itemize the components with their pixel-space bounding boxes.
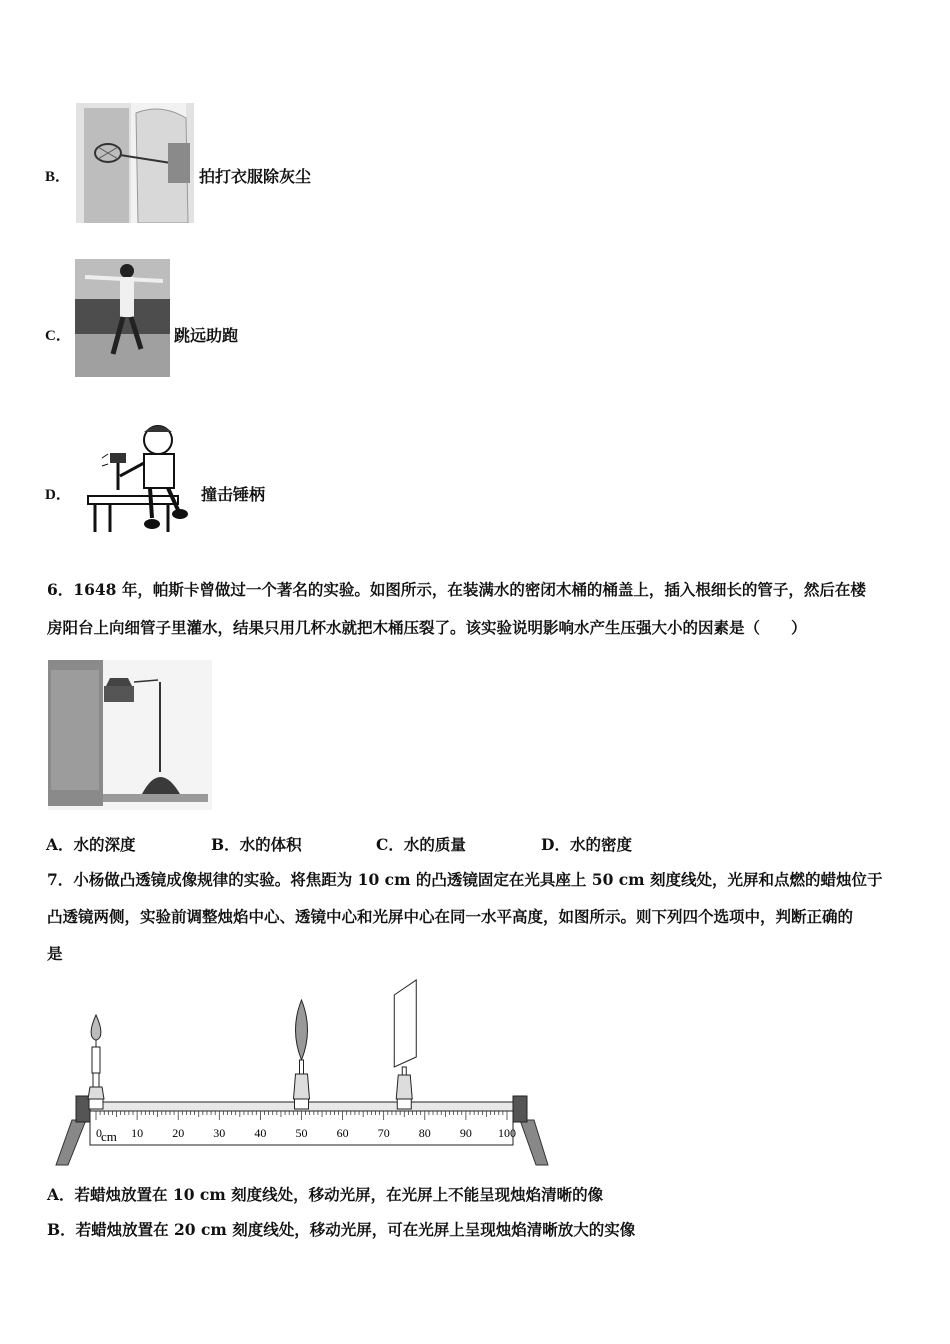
option-d-caption: 撞击锤柄 [201, 485, 266, 504]
right-leg [520, 1120, 548, 1165]
left-leg [56, 1120, 86, 1165]
q6-choice-b: B．水的体积 [211, 835, 302, 854]
q6-text-line1: 6．1648 年，帕斯卡曾做过一个著名的实验。如图所示，在装满水的密闭木桶的桶盖上，插入根细长的管子，然后在楼 [47, 580, 866, 599]
right-end-block [513, 1096, 527, 1122]
hammer-cartoon [80, 418, 200, 538]
light-screen [394, 980, 416, 1067]
q6-choice-d: D．水的密度 [541, 835, 632, 854]
ruler-tick-label: 10 [131, 1126, 144, 1140]
q7-text-line2: 凸透镜两侧，实验前调整烛焰中心、透镜中心和光屏中心在同一水平高度，如图所示。则下列四个选项中，判断正确的 [47, 907, 854, 926]
left-end-block [76, 1096, 90, 1122]
ruler-tick-label: 50 [295, 1126, 308, 1140]
dust-beating-photo [76, 103, 194, 223]
ruler-tick-label: 0 [96, 1126, 102, 1140]
option-b-caption: 拍打衣服除灰尘 [199, 167, 312, 186]
ruler-tick-label: 20 [172, 1126, 185, 1140]
q7-choice-a: A．若蜡烛放置在 10 cm 刻度线处，移动光屏，在光屏上不能呈现烛焰清晰的像 [47, 1185, 604, 1204]
option-b-letter: B． [45, 169, 71, 185]
q6-choice-c: C．水的质量 [376, 835, 466, 854]
option-c-caption: 跳远助跑 [174, 326, 239, 345]
ruler-tick-label: 70 [377, 1126, 390, 1140]
q6-choice-a: A．水的深度 [46, 835, 136, 854]
candle-assembly [88, 1015, 104, 1109]
lens-assembly [294, 1000, 310, 1109]
ruler-tick-label: 80 [418, 1126, 431, 1140]
screen-assembly [394, 980, 416, 1109]
ruler-tick-label: 40 [254, 1126, 267, 1140]
candle-body [92, 1047, 100, 1073]
option-d-letter: D． [45, 487, 71, 503]
ruler-tick-label: 90 [459, 1126, 472, 1140]
q7-text-line1: 7．小杨做凸透镜成像规律的实验。将焦距为 10 cm 的凸透镜固定在光具座上 50 cm 刻度线处，光屏和点燃的蜡烛位于 [47, 870, 883, 889]
pascal-barrel-photo [48, 660, 212, 810]
q7-choice-b: B．若蜡烛放置在 20 cm 刻度线处，移动光屏，可在光屏上呈现烛焰清晰放大的实像 [47, 1220, 636, 1239]
ruler-tick-label: 60 [336, 1126, 349, 1140]
long-jump-photo [75, 259, 170, 377]
q7-text-line3: 是 [47, 944, 63, 963]
optical-bench-diagram [50, 975, 560, 1170]
ruler-tick-label: 100 [498, 1126, 516, 1140]
convex-lens [296, 1000, 308, 1060]
option-c-letter: C． [45, 328, 71, 344]
q6-text-line2: 房阳台上向细管子里灌水，结果只用几杯水就把木桶压裂了。该实验说明影响水产生压强大小的因素是（ ） [47, 618, 807, 637]
unit-label: cm [101, 1129, 117, 1144]
ruler-tick-label: 30 [213, 1126, 226, 1140]
candle-flame [91, 1015, 101, 1040]
